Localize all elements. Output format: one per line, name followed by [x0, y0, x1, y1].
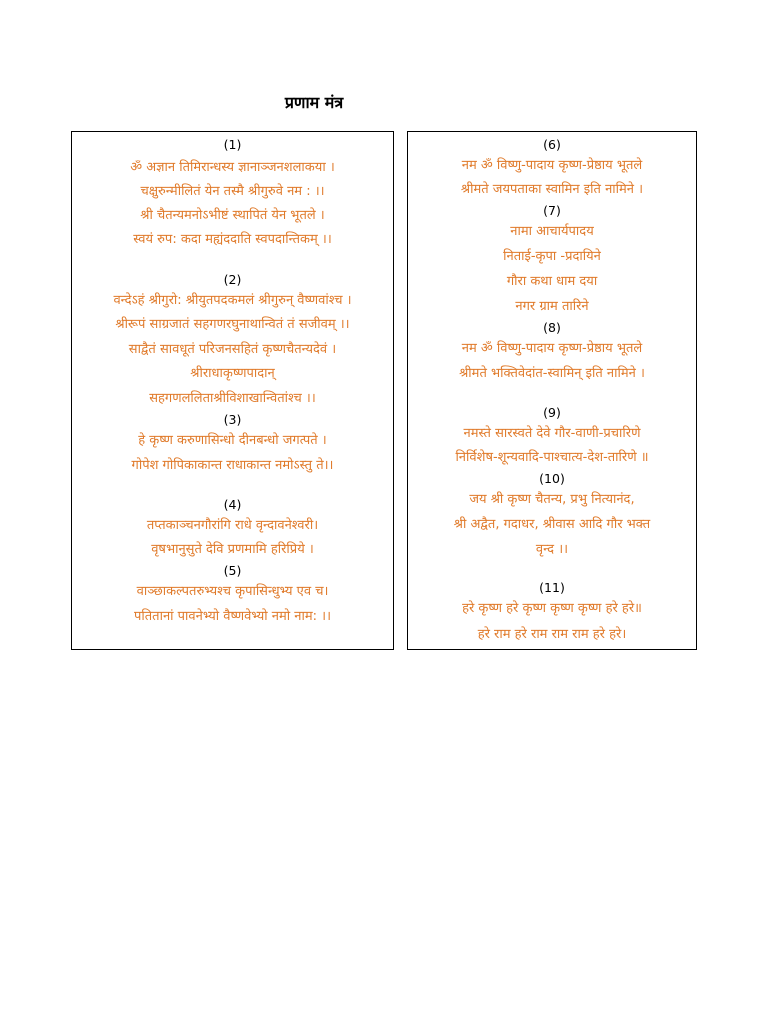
- verse-line: हे कृष्ण करुणासिन्धो दीनबन्धो जगत्पते ।: [138, 433, 327, 448]
- verse-line: श्रीरूपं साग्रजातं सहगणरघुनाथान्वितं तं सजीवम् ।।: [115, 317, 350, 332]
- verse-number: (1): [223, 137, 242, 152]
- verse-line: निताई-कृपा -प्रदायिने: [503, 249, 601, 264]
- verse-line: नगर ग्राम तारिने: [515, 299, 589, 314]
- verse-line: तप्तकाञ्चनगौरांगि राधे वृन्दावनेश्वरी।: [146, 518, 319, 533]
- verse-line: चक्षुरुन्मीलितं येन तस्मै श्रीगुरुवे नम : ।।: [140, 184, 325, 199]
- verse-line: गोपेश गोपिकाकान्त राधाकान्त नमोऽस्तु ते।।: [131, 458, 334, 473]
- right-mantra-panel: [407, 131, 697, 650]
- verse-number: (8): [543, 320, 561, 335]
- verse-number: (7): [543, 203, 561, 218]
- verse-line: नमस्ते सारस्वते देवे गौर-वाणी-प्रचारिणे: [463, 426, 641, 441]
- page-title: प्रणाम मंत्र: [284, 93, 344, 112]
- verse-number: (6): [543, 137, 561, 152]
- verse-line: हरे कृष्ण हरे कृष्ण कृष्ण कृष्ण हरे हरे॥: [462, 601, 642, 616]
- verse-line: निर्विशेष-शून्यवादि-पाश्चात्य-देश-तारिणे ॥: [455, 450, 649, 465]
- verse-number: (11): [539, 580, 565, 595]
- verse-line: श्रीमते भक्तिवेदांत-स्वामिन् इति नामिने ।: [459, 366, 645, 381]
- verse-line: हरे राम हरे राम राम राम हरे हरे।: [477, 627, 627, 642]
- verse-number: (2): [223, 272, 242, 287]
- verse-line: श्री अद्वैत, गदाधर, श्रीवास आदि गौर भक्त: [453, 517, 651, 532]
- verse-line: गौरा कथा धाम दया: [506, 274, 598, 289]
- verse-line: वाञ्छाकल्पतरुभ्यश्च कृपासिन्धुभ्य एव च।: [136, 584, 329, 599]
- verse-line: नामा आचार्यपादय: [510, 224, 594, 239]
- verse-line: वृन्द ।।: [535, 542, 569, 557]
- verse-number: (10): [539, 471, 565, 486]
- verse-number: (4): [223, 497, 242, 512]
- verse-line: श्रीराधाकृष्णपादान्: [190, 366, 275, 381]
- verse-line: वृषभानुसुते देवि प्रणमामि हरिप्रिये ।: [151, 542, 314, 557]
- verse-line: श्रीमते जयपताका स्वामिन इति नामिने ।: [460, 182, 644, 197]
- left-mantra-panel: [71, 131, 394, 650]
- verse-line: ॐ अज्ञान तिमिरान्धस्य ज्ञानाञ्जनशलाकया ।: [130, 160, 335, 175]
- verse-line: नम ॐ विष्णु-पादाय कृष्ण-प्रेष्ठाय भूतले: [461, 158, 643, 173]
- verse-line: श्री चैतन्यमनोऽभीष्टं स्थापितं येन भूतले ।: [140, 208, 325, 223]
- verse-number: (3): [223, 412, 242, 427]
- verse-line: नम ॐ विष्णु-पादाय कृष्ण-प्रेष्ठाय भूतले: [461, 341, 643, 356]
- verse-line: जय श्री कृष्ण चैतन्य, प्रभु नित्यानंद,: [469, 492, 635, 507]
- verse-line: साद्वैतं सावधूतं परिजनसहितं कृष्णचैतन्यदेवं ।: [128, 342, 337, 357]
- verse-line: वन्देऽहं श्रीगुरो: श्रीयुतपदकमलं श्रीगुरुन् वैष्णवांश्च ।: [113, 293, 352, 308]
- verse-line: पतितानां पावनेभ्यो वैष्णवेभ्यो नमो नाम: ।।: [134, 609, 331, 624]
- verse-number: (9): [543, 405, 561, 420]
- verse-line: सहगणललिताश्रीविशाखान्वितांश्च ।।: [149, 391, 316, 406]
- verse-line: स्वयं रुप: कदा मह्यंददाति स्वपदान्तिकम् ।।: [133, 232, 332, 247]
- verse-number: (5): [223, 563, 242, 578]
